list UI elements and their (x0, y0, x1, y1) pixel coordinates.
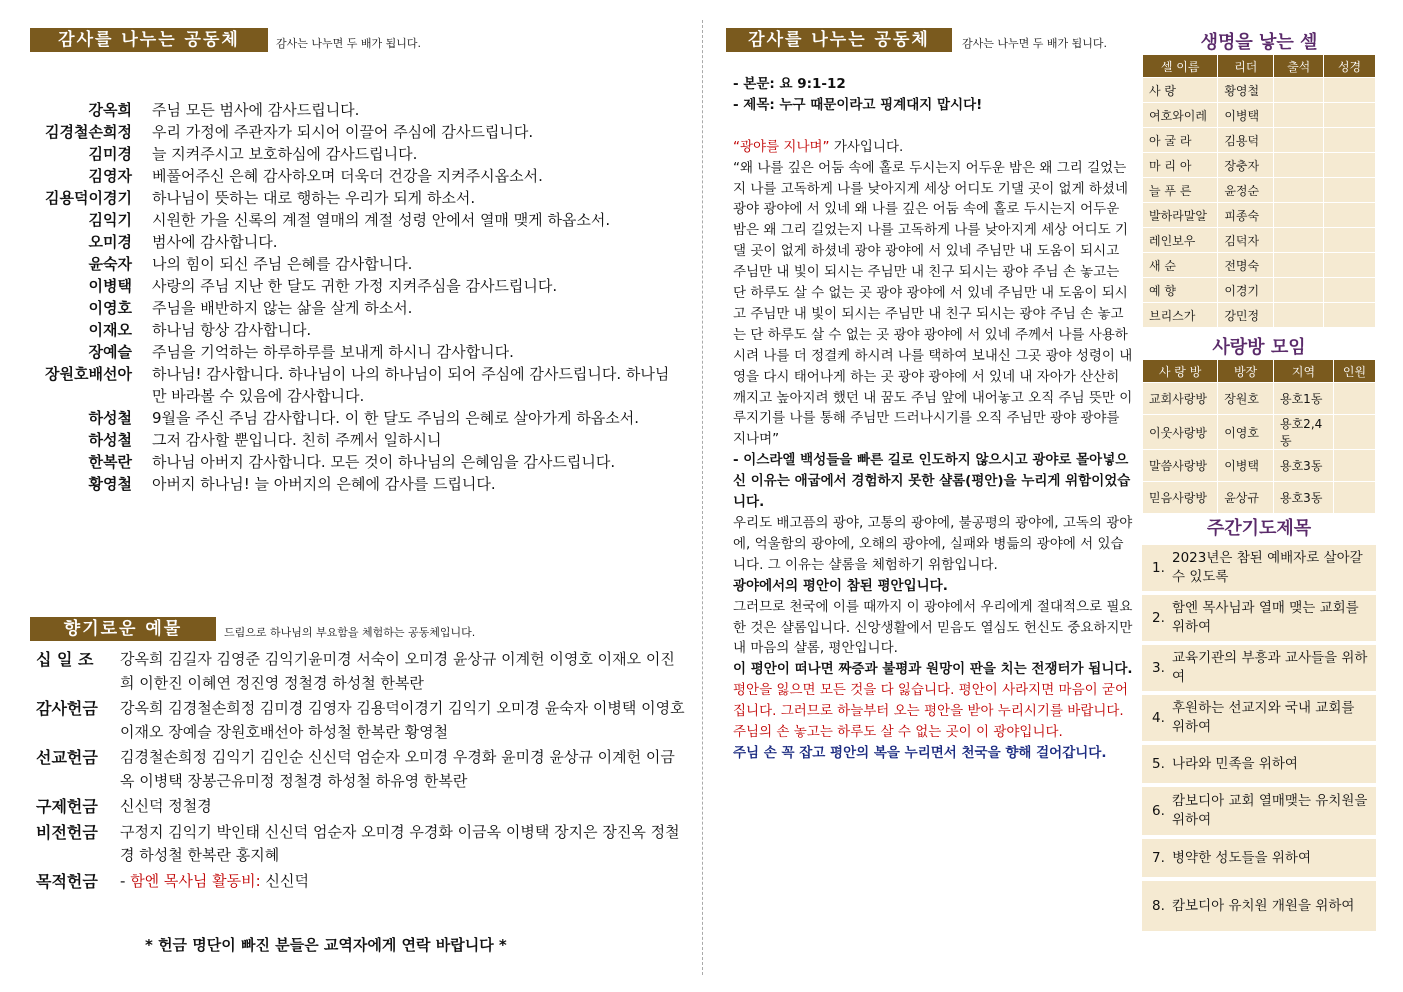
offering-label: 비전헌금 (36, 822, 98, 842)
cells-row (1143, 303, 1376, 328)
thanks-text: 하나님 아버지 감사합니다. 모든 것이 하나님의 은혜임을 감사드립니다. (152, 453, 616, 471)
cells-empty-cell (1274, 228, 1324, 253)
thanks-row (30, 341, 670, 363)
thanks-text: 우리 가정에 주관자가 되시어 이끌어 주심에 감사드립니다. (152, 123, 534, 141)
cells-header: 성경 (1324, 55, 1376, 78)
prayer-number: 1. (1152, 559, 1165, 576)
thanks-name: 강옥희 (88, 101, 132, 119)
page-divider (702, 20, 703, 975)
offering-row (36, 795, 686, 819)
thanks-text: 시원한 가을 신록의 계절 열매의 계절 성령 안에서 열매 맺게 하옵소서. (152, 211, 611, 229)
prayer-number: 6. (1152, 802, 1165, 819)
thanks-row (30, 253, 670, 275)
sermon-bold-1: - 이스라엘 백성들을 빠른 길로 인도하지 않으시고 광야로 몰아넣으신 이유는 애굽에서 경험하지 못한 샬롬(평안)을 누리게 위함이었습니다. (733, 452, 1131, 511)
thanks-name: 이영호 (88, 299, 132, 317)
offering-row (36, 870, 686, 894)
offering-names: 강옥희 김경철손희정 김미경 김영자 김용덕이경기 김익기 오미경 윤숙자 이병택 이영호 이재오 장예슬 장원호배선아 하성철 한복란 황영철 (120, 699, 685, 741)
thanks-name: 이병택 (88, 277, 132, 295)
section-subtitle-offering: 드림으로 하나님의 부요함을 체험하는 공동체입니다. (224, 626, 476, 639)
cells-leader: 김덕자 (1218, 228, 1274, 253)
cells-empty-cell (1274, 303, 1324, 328)
rooms-leader: 장원호 (1218, 383, 1274, 415)
cells-name: 사 랑 (1143, 78, 1218, 103)
prayer-number: 8. (1152, 897, 1165, 914)
cells-header: 셀 이름 (1143, 55, 1218, 78)
thanks-name: 김용덕이경기 (45, 189, 132, 207)
thanks-row (30, 473, 670, 495)
prayer-item (1142, 881, 1376, 931)
song-intro: 가사입니다. (829, 138, 904, 155)
rooms-empty-cell (1333, 383, 1375, 415)
thanks-row (30, 451, 670, 473)
cells-leader: 강민정 (1218, 303, 1274, 328)
offering-label: 선교헌금 (36, 748, 98, 767)
rooms-empty-cell (1333, 450, 1375, 482)
thanks-text: 그저 감사할 뿐입니다. 친히 주께서 일하시니 (152, 431, 442, 449)
cells-empty-cell (1274, 103, 1324, 128)
offering-names (120, 870, 686, 894)
cells-table (1142, 54, 1376, 328)
sermon-subtitle: 감사는 나누면 두 배가 됩니다. (962, 37, 1107, 50)
prayer-item (1142, 839, 1376, 877)
thanks-name: 하성철 (88, 409, 132, 427)
sermon-body (733, 74, 1133, 764)
offering-label: 목적헌금 (36, 871, 98, 891)
thanks-name: 김경철손희정 (45, 123, 132, 141)
rooms-area: 용호3동 (1274, 450, 1334, 482)
prayer-list (1142, 545, 1376, 935)
cells-empty-cell (1324, 303, 1376, 328)
offering-label: 십 일 조 (36, 650, 94, 669)
thanks-row (30, 99, 670, 121)
prayer-item (1142, 787, 1376, 835)
thanks-name: 장원호배선아 (45, 365, 132, 383)
sermon-paragraph-1: 우리도 배고픔의 광야, 고통의 광야에, 불공평의 광야에, 고독의 광야에, 억울함의 광야에, 오해의 광야에, 실패와 병듦의 광야에 서 있습니다. 그 이유는 샬롬을 체험하기 위함입니다. (733, 515, 1133, 573)
cells-leader: 김용덕 (1218, 128, 1274, 153)
cells-name: 발하라말알 (1143, 203, 1218, 228)
rooms-header: 지역 (1274, 360, 1334, 383)
thanks-name: 이재오 (88, 321, 132, 339)
thanks-name: 황영철 (88, 475, 132, 493)
purpose-prefix: - (120, 871, 131, 890)
thanks-text: 하나님이 뜻하는 대로 행하는 우리가 되게 하소서. (152, 189, 476, 207)
thanks-row (30, 363, 670, 407)
cells-name: 예 향 (1143, 278, 1218, 303)
sermon-red-paragraph: 평안을 잃으면 모든 것을 다 잃습니다. 평안이 사라지면 마음이 굳어집니다. 그러므로 하늘부터 오는 평안을 받아 누리시기를 바랍니다. 주님의 손 놓고는 하루도 살 수 없는 곳이 이 광야입니다. (733, 682, 1129, 741)
cells-leader: 장충자 (1218, 153, 1274, 178)
rooms-name: 믿음사랑방 (1143, 482, 1218, 514)
rooms-empty-cell (1333, 415, 1375, 450)
prayer-text: 캄보디아 교회 열매맺는 유치원을 위하여 (1172, 793, 1368, 828)
cells-empty-cell (1274, 128, 1324, 153)
thanks-row (30, 187, 670, 209)
thanks-text: 하나님! 감사합니다. 하나님이 나의 하나님이 되어 주심에 감사드립니다. 하나님만 바라볼 수 있음에 감사합니다. (152, 365, 670, 405)
prayer-item (1142, 545, 1376, 591)
prayer-number: 7. (1152, 849, 1165, 866)
thanks-name: 김미경 (88, 145, 132, 163)
thanks-text: 하나님 항상 감사합니다. (152, 321, 312, 339)
prayer-number: 2. (1152, 609, 1165, 626)
rooms-empty-cell (1333, 482, 1375, 514)
cells-name: 여호와이레 (1143, 103, 1218, 128)
rooms-leader: 윤상규 (1218, 482, 1274, 514)
prayer-title: 주간기도제목 (1206, 518, 1312, 539)
cells-leader: 윤정순 (1218, 178, 1274, 203)
thanks-row (30, 275, 670, 297)
rooms-area: 용호3동 (1274, 482, 1334, 514)
thanks-name: 한복란 (88, 453, 132, 471)
rooms-area: 용호2,4동 (1274, 415, 1334, 450)
cells-empty-cell (1274, 78, 1324, 103)
thanks-text: 나의 힘이 되신 주님 은혜를 감사합니다. (152, 255, 413, 273)
thanks-row (30, 231, 670, 253)
cells-empty-cell (1324, 253, 1376, 278)
thanks-name: 윤숙자 (88, 255, 132, 273)
thanks-row (30, 407, 670, 429)
cells-empty-cell (1274, 253, 1324, 278)
offering-row (36, 648, 686, 695)
thanks-row (30, 429, 670, 451)
thanks-row (30, 121, 670, 143)
purpose-name: 신신덕 (260, 871, 309, 890)
cells-title: 생명을 낳는 셀 (1200, 32, 1318, 53)
offering-names: 강옥희 김길자 김영준 김익기윤미경 서숙이 오미경 윤상규 이계헌 이영호 이재오 이진희 이한진 이혜연 정진영 정철경 하성철 한복란 (120, 650, 675, 692)
thanks-text: 아버지 하나님! 늘 아버지의 은혜에 감사를 드립니다. (152, 475, 496, 493)
prayer-text: 함엔 목사님과 열매 맺는 교회를 위하여 (1172, 600, 1359, 635)
rooms-header: 사 랑 방 (1143, 360, 1218, 383)
cells-empty-cell (1324, 203, 1376, 228)
thanks-text: 주님을 배반하지 않는 삶을 살게 하소서. (152, 299, 413, 317)
cells-leader: 이병택 (1218, 103, 1274, 128)
section-header-thanks: 감사를 나누는 공동체 (30, 28, 268, 52)
prayer-item (1142, 645, 1376, 691)
sermon-header: 감사를 나누는 공동체 (726, 28, 952, 52)
cells-row (1143, 228, 1376, 253)
cells-name: 브리스가 (1143, 303, 1218, 328)
song-title: “광야를 지나며” (733, 138, 830, 155)
rooms-leader: 이병택 (1218, 450, 1274, 482)
sermon-title: - 제목: 누구 때문이라고 핑계대지 맙시다! (733, 96, 983, 113)
thanks-text: 9월을 주신 주님 감사합니다. 이 한 달도 주님의 은혜로 살아가게 하옵소서. (152, 409, 639, 427)
sermon-bold-2: 광야에서의 평안이 참된 평안입니다. (733, 577, 948, 594)
prayer-number: 4. (1152, 709, 1165, 726)
thanks-text: 주님을 기억하는 하루하루를 보내게 하시니 감사합니다. (152, 343, 514, 361)
sermon-bold-3: 이 평안이 떠나면 짜증과 불평과 원망이 판을 치는 전쟁터가 됩니다. (733, 661, 1133, 678)
cells-name: 늘 푸 른 (1143, 178, 1218, 203)
thanks-name: 김영자 (88, 167, 132, 185)
purpose-red-text: 함엔 목사님 활동비: (130, 871, 261, 890)
offering-row (36, 746, 686, 793)
offering-list (36, 648, 686, 893)
rooms-leader: 이영호 (1218, 415, 1274, 450)
rooms-row (1143, 415, 1376, 450)
cells-row (1143, 278, 1376, 303)
cells-empty-cell (1324, 153, 1376, 178)
thanks-name: 오미경 (88, 233, 132, 251)
sermon-text-ref: - 본문: 요 9:1-12 (733, 76, 846, 92)
song-lyrics: “왜 나를 깊은 어둠 속에 홀로 두시는지 어두운 밤은 왜 그리 길었는지 나를 고독하게 나를 낮아지게 세상 어디도 기댈 곳이 없게 하셨네 광야 광야에 서 있네 왜 나를 깊은 어둠 속에 홀로 두시는지 어두운 밤은 왜 그리 길었는지 나를 고독하게 나를 낮아지게 세상 어디도 기댈 곳이 없게 하셨네 광야 광야에 서 있네 주님만 내 도움이 되시고 주님만 내 빛이 되시는 주님만 내 친구 되시는 광야 주님 손 놓고는 단 하루도 살 수 없는 곳 광야 광야에 서 있네 주님만 내 도움이 되시고 주님만 내 빛이 되시는 주님만 내 친구 되시는 광야 주님 손 놓고는 단 하루도 살 수 없는 곳 광야 광야에 서 있네 주께서 나를 사용하시려 나를 더 정결케 하시려 나를 택하여 보내신 그곳 광야 성령이 내 영을 다시 태어나게 하는 곳 광야 광야에 서 있네 내 자아가 산산히 깨지고 높아지려 했던 내 꿈도 주님 앞에 내어놓고 오직 주님 뜻만 이루지기를 나를 통해 주님만 드러나시기를 오직 주님만 광야 광야를 지나며” (733, 159, 1133, 448)
rooms-name: 교회사랑방 (1143, 383, 1218, 415)
prayer-text: 후원하는 선교지와 국내 교회를 위하여 (1172, 700, 1355, 735)
thanks-row (30, 143, 670, 165)
prayer-item (1142, 745, 1376, 783)
rooms-name: 말씀사랑방 (1143, 450, 1218, 482)
prayer-text: 나라와 민족을 위하여 (1172, 755, 1298, 772)
thanks-row (30, 297, 670, 319)
cells-empty-cell (1274, 178, 1324, 203)
prayer-text: 교육기관의 부흥과 교사들을 위하여 (1172, 650, 1368, 685)
prayer-number: 3. (1152, 659, 1165, 676)
thanks-row (30, 319, 670, 341)
sermon-paragraph-2: 그러므로 천국에 이를 때까지 이 광야에서 우리에게 절대적으로 필요한 것은 샬롬입니다. 신앙생활에서 믿음도 열심도 헌신도 중요하지만 내 마음의 샬롬, 평안입니다. (733, 598, 1133, 657)
cells-leader: 이경기 (1218, 278, 1274, 303)
cells-empty-cell (1324, 278, 1376, 303)
cells-name: 아 굴 라 (1143, 128, 1218, 153)
rooms-header: 방장 (1218, 360, 1274, 383)
offering-names: 구정지 김익기 박인태 신신덕 엄순자 오미경 우경화 이금옥 이병택 장지은 장진옥 정철경 하성철 한복란 홍지혜 (120, 822, 680, 864)
section-subtitle-thanks: 감사는 나누면 두 배가 됩니다. (276, 37, 421, 50)
sermon-closing: 주님 손 꼭 잡고 평안의 복을 누리면서 천국을 향해 걸어갑니다. (733, 744, 1107, 761)
cells-leader: 황영철 (1218, 78, 1274, 103)
prayer-text: 캄보디아 유치원 개원을 위하여 (1172, 897, 1355, 914)
thanks-text: 범사에 감사합니다. (152, 233, 278, 251)
cells-row (1143, 178, 1376, 203)
song-line (733, 137, 1133, 158)
offering-row (36, 697, 686, 744)
offering-row (36, 821, 686, 868)
rooms-row (1143, 482, 1376, 514)
section-header-offering: 향기로운 예물 (30, 617, 216, 641)
cells-leader: 피종숙 (1218, 203, 1274, 228)
prayer-text: 병약한 성도들을 위하여 (1172, 849, 1311, 866)
rooms-table (1142, 359, 1376, 514)
thanks-row (30, 165, 670, 187)
cells-empty-cell (1324, 128, 1376, 153)
cells-row (1143, 203, 1376, 228)
prayer-item (1142, 695, 1376, 741)
cells-empty-cell (1324, 103, 1376, 128)
thanks-text: 베풀어주신 은혜 감사하오며 더욱더 건강을 지켜주시옵소서. (152, 167, 543, 185)
rooms-name: 이웃사랑방 (1143, 415, 1218, 450)
thanks-row (30, 209, 670, 231)
cells-row (1143, 103, 1376, 128)
thanks-text: 사랑의 주님 지난 한 달도 귀한 가정 지켜주심을 감사드립니다. (152, 277, 558, 295)
thanks-list (30, 99, 670, 495)
offering-note: * 헌금 명단이 빠진 분들은 교역자에게 연락 바랍니다 * (145, 936, 507, 954)
cells-empty-cell (1274, 278, 1324, 303)
thanks-text: 주님 모든 범사에 감사드립니다. (152, 101, 360, 119)
prayer-text: 2023년은 참된 예배자로 살아갈 수 있도록 (1172, 550, 1363, 585)
cells-empty-cell (1274, 203, 1324, 228)
rooms-area: 용호1동 (1274, 383, 1334, 415)
offering-label: 구제헌금 (36, 797, 98, 816)
prayer-number: 5. (1152, 755, 1165, 772)
cells-empty-cell (1274, 153, 1324, 178)
prayer-item (1142, 595, 1376, 641)
thanks-name: 김익기 (88, 211, 132, 229)
thanks-name: 장예슬 (88, 343, 132, 361)
cells-header: 출석 (1274, 55, 1324, 78)
offering-names: 김경철손희정 김익기 김인순 신신덕 엄순자 오미경 우경화 윤미경 윤상규 이계헌 이금옥 이병택 장봉근유미정 정철경 하성철 하유영 한복란 (120, 748, 675, 790)
rooms-row (1143, 450, 1376, 482)
cells-empty-cell (1324, 228, 1376, 253)
rooms-header: 인원 (1333, 360, 1375, 383)
thanks-text: 늘 지켜주시고 보호하심에 감사드립니다. (152, 145, 418, 163)
cells-row (1143, 78, 1376, 103)
rooms-row (1143, 383, 1376, 415)
cells-empty-cell (1324, 178, 1376, 203)
offering-label: 감사헌금 (36, 699, 98, 718)
rooms-title: 사랑방 모임 (1212, 337, 1306, 358)
offering-names: 신신덕 정철경 (120, 797, 212, 815)
thanks-name: 하성철 (88, 431, 132, 449)
cells-header: 리더 (1218, 55, 1274, 78)
cells-name: 레인보우 (1143, 228, 1218, 253)
cells-row (1143, 128, 1376, 153)
cells-row (1143, 253, 1376, 278)
cells-name: 새 순 (1143, 253, 1218, 278)
cells-row (1143, 153, 1376, 178)
cells-name: 마 리 아 (1143, 153, 1218, 178)
cells-leader: 전명숙 (1218, 253, 1274, 278)
cells-empty-cell (1324, 78, 1376, 103)
